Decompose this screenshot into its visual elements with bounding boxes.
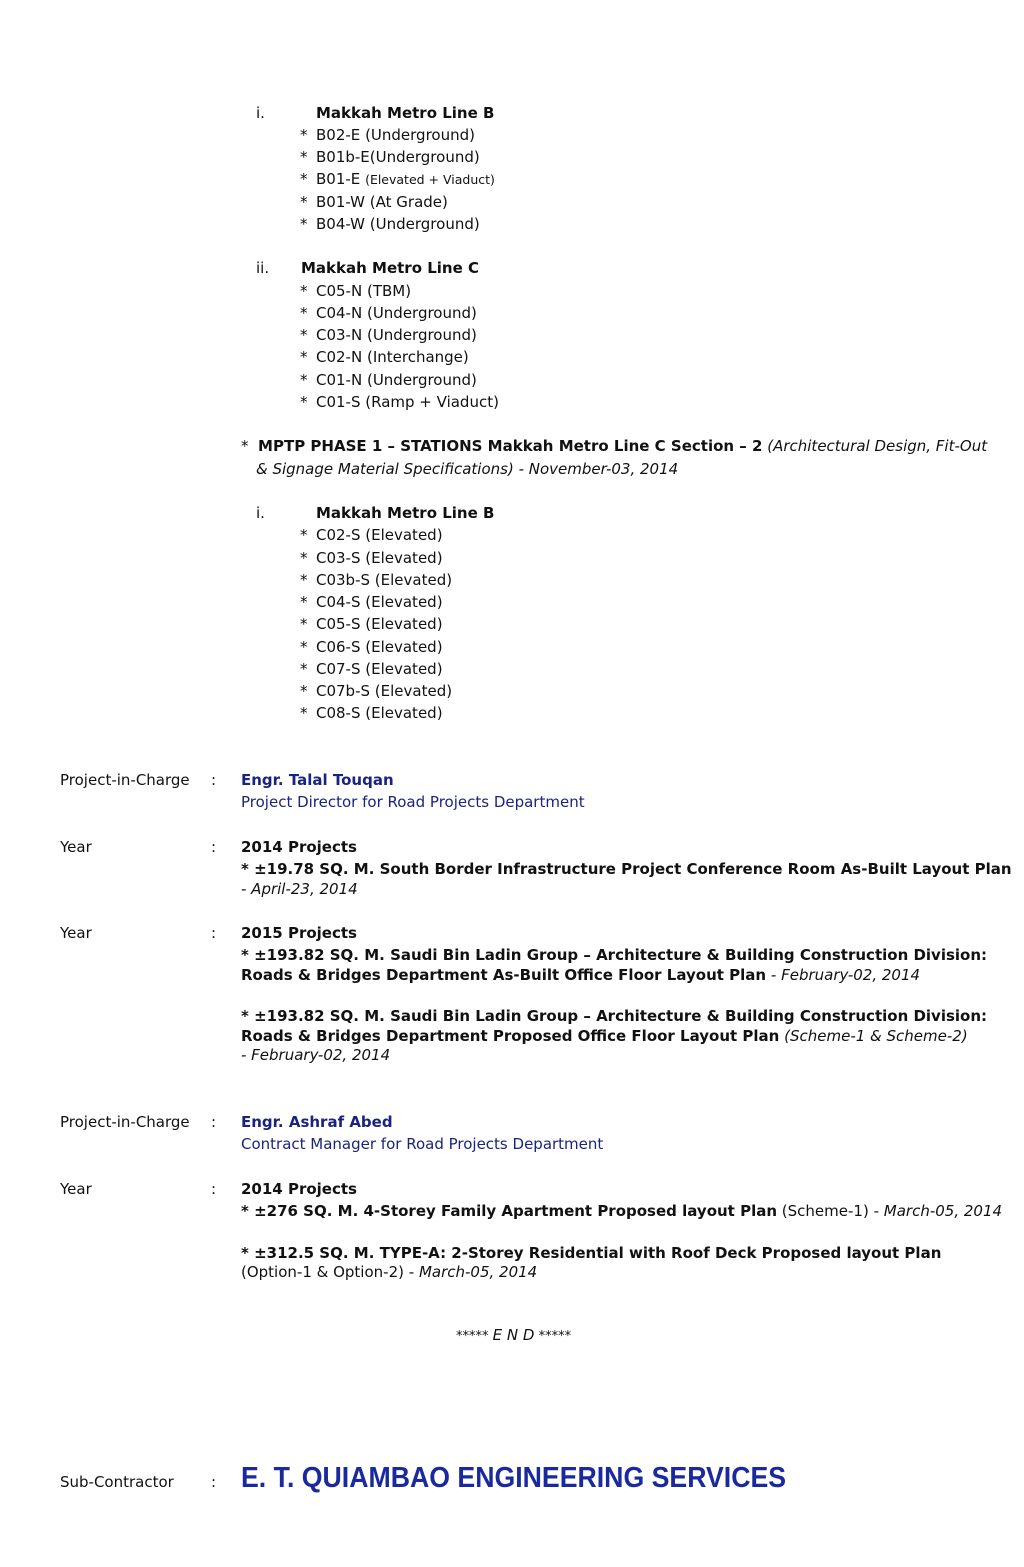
phase-heading: * MPTP PHASE 1 – STATIONS Makkah Metro Line C Section – 2 (Architectural Design, Fit-Out <box>241 437 988 455</box>
line-c2-title: Makkah Metro Line B <box>316 504 495 522</box>
list-item: * C02-S (Elevated) <box>300 526 443 544</box>
pic1-label: Project-in-Charge <box>60 771 190 789</box>
year1-heading: 2014 Projects <box>241 838 357 856</box>
list-item: * B01-W (At Grade) <box>300 193 448 211</box>
list-item: * C03-N (Underground) <box>300 326 477 344</box>
list-item: * C01-N (Underground) <box>300 371 477 389</box>
pic2-colon: : <box>211 1113 217 1131</box>
list-item: * C05-S (Elevated) <box>300 615 443 633</box>
line-c-numeral: ii. <box>256 259 270 277</box>
year1-colon: : <box>211 838 217 856</box>
list-item: * C04-S (Elevated) <box>300 593 443 611</box>
year2-p1-line2: Roads & Bridges Department As-Built Office Floor Layout Plan - February-02, 2014 <box>241 966 921 984</box>
year1-label: Year <box>60 838 92 856</box>
line-b-title: Makkah Metro Line B <box>316 104 495 122</box>
subcontractor-company: E. T. QUIAMBAO ENGINEERING SERVICES <box>241 1462 787 1494</box>
year2-p1-line1: * ±193.82 SQ. M. Saudi Bin Ladin Group – Architecture & Building Construction Division: <box>241 946 988 964</box>
list-item: * B01-E (Elevated + Viaduct) <box>300 170 495 188</box>
pic1-role: Project Director for Road Projects Department <box>241 793 585 811</box>
line-b-numeral: i. <box>256 104 265 122</box>
list-item: * C04-N (Underground) <box>300 304 477 322</box>
list-item: * B02-E (Underground) <box>300 126 475 144</box>
year3-p2-line1: * ±312.5 SQ. M. TYPE-A: 2-Storey Residential with Roof Deck Proposed layout Plan <box>241 1244 942 1262</box>
list-item: * C03b-S (Elevated) <box>300 571 453 589</box>
list-item: * C05-N (TBM) <box>300 282 412 300</box>
pic2-name: Engr. Ashraf Abed <box>241 1113 393 1131</box>
year1-date: - April-23, 2014 <box>241 880 358 898</box>
year2-label: Year <box>60 924 92 942</box>
list-item: * B04-W (Underground) <box>300 215 480 233</box>
list-item: * C07-S (Elevated) <box>300 660 443 678</box>
line-c2-numeral: i. <box>256 504 265 522</box>
list-item: * C01-S (Ramp + Viaduct) <box>300 393 499 411</box>
list-item: * B01b-E(Underground) <box>300 148 480 166</box>
phase-subheading: & Signage Material Specifications) - November-03, 2014 <box>256 460 679 478</box>
line-c-title: Makkah Metro Line C <box>301 259 480 277</box>
year3-p2-line2: (Option-1 & Option-2) - March-05, 2014 <box>241 1263 538 1281</box>
year2-p2-line2: Roads & Bridges Department Proposed Office Floor Layout Plan (Scheme-1 & Scheme-2) <box>241 1027 968 1045</box>
year3-colon: : <box>211 1180 217 1198</box>
year2-p2-line1: * ±193.82 SQ. M. Saudi Bin Ladin Group – Architecture & Building Construction Division: <box>241 1007 988 1025</box>
year3-p1: * ±276 SQ. M. 4-Storey Family Apartment Proposed layout Plan (Scheme-1) - March-05, 2014 <box>241 1202 1003 1220</box>
year3-heading: 2014 Projects <box>241 1180 357 1198</box>
year2-heading: 2015 Projects <box>241 924 357 942</box>
subcontractor-label: Sub-Contractor <box>60 1473 174 1491</box>
subcontractor-colon: : <box>211 1473 217 1491</box>
end-marker: ***** E N D ***** <box>456 1326 572 1344</box>
list-item: * C06-S (Elevated) <box>300 638 443 656</box>
list-item: * C02-N (Interchange) <box>300 348 469 366</box>
year1-project: * ±19.78 SQ. M. South Border Infrastructure Project Conference Room As-Built Layout Plan <box>241 860 1012 878</box>
list-item: * C07b-S (Elevated) <box>300 682 453 700</box>
year2-colon: : <box>211 924 217 942</box>
pic2-role: Contract Manager for Road Projects Department <box>241 1135 604 1153</box>
pic1-colon: : <box>211 771 217 789</box>
pic1-name: Engr. Talal Touqan <box>241 771 394 789</box>
year2-p2-date: - February-02, 2014 <box>241 1046 391 1064</box>
list-item: * C08-S (Elevated) <box>300 704 443 722</box>
pic2-label: Project-in-Charge <box>60 1113 190 1131</box>
year3-label: Year <box>60 1180 92 1198</box>
list-item: * C03-S (Elevated) <box>300 549 443 567</box>
